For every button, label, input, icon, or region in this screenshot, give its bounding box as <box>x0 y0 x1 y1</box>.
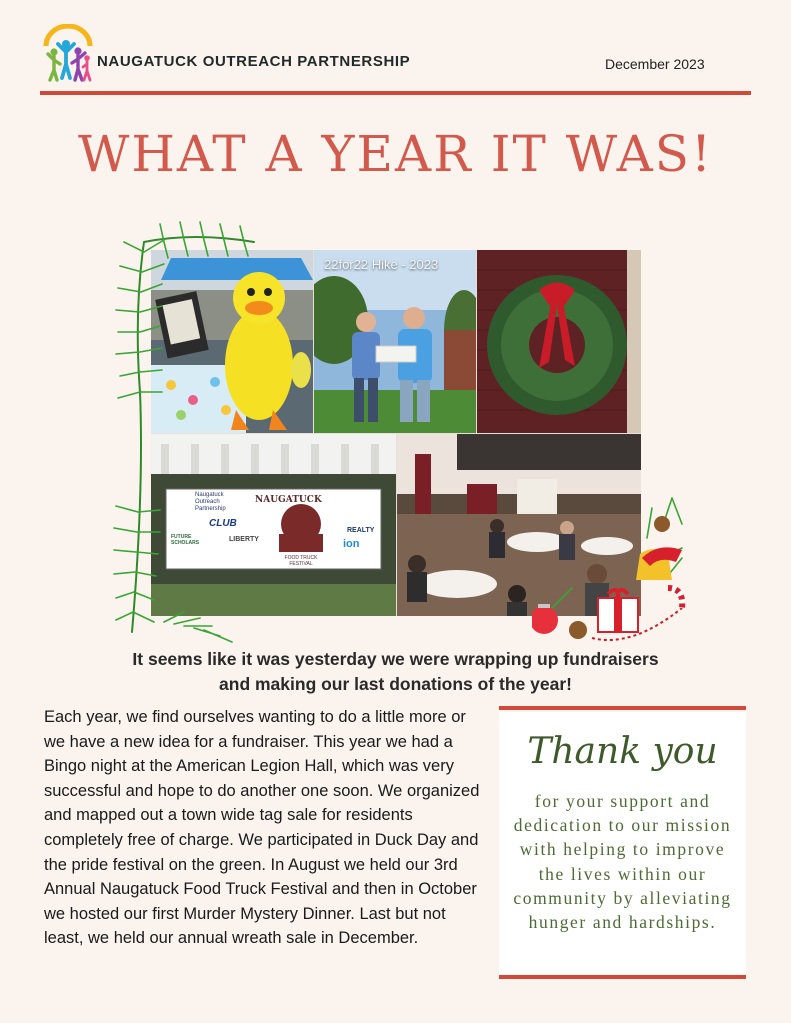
banner-org-text: Naugatuck Outreach Partnership <box>195 492 226 512</box>
thank-you-bottom-rule <box>499 975 746 979</box>
thank-you-heading: Thank you <box>527 731 718 772</box>
hike-photo-caption: 22for22 Hike - 2023 <box>324 257 439 272</box>
header-divider <box>40 91 751 95</box>
intro-statement: It seems like it was yesterday we were wrapping up fundraisers and making our last donations of the year! <box>132 649 659 694</box>
hike-check-photo <box>314 250 476 433</box>
community-people-logo-icon <box>42 24 94 82</box>
christmas-ornaments-decoration <box>532 488 696 648</box>
thank-you-top-rule <box>499 706 746 710</box>
year-summary-paragraph: Each year, we find ourselves wanting to do a little more or we have a new idea for a fundraiser. This year we had a Bingo night at the American Legion Hall, which was very successful and hope to do another one soon. We organized and mapped out a town wide tag sale for residents completely free of charge. We participated in Duck Day and the pride festival on the green. In August we held our 3rd Annual Naugatuck Food Truck Festival and then in October we hosted our first Murder Mystery Dinner. Last but not least, we held our annual wreath sale in December. <box>44 708 480 948</box>
banner-club-text: CLUB <box>209 518 237 529</box>
organization-name: NAUGATUCK OUTREACH PARTNERSHIP <box>97 53 411 70</box>
pine-garland-left-decoration <box>104 212 264 652</box>
banner-future-text: FUTURE SCHOLARS <box>171 534 200 546</box>
issue-date: December 2023 <box>605 56 705 72</box>
banner-realty-text: REALTY <box>347 527 375 534</box>
banner-festival-text: FOOD TRUCK FESTIVAL <box>284 555 318 567</box>
banner-title-text: NAUGATUCK <box>255 495 322 505</box>
banner-ion-text: ion <box>343 538 360 550</box>
page-headline: WHAT A YEAR IT WAS! <box>77 125 714 183</box>
thank-you-message: for your support and dedication to our mission with helping to improve the lives within our community by alleviating hunger and hardships. <box>513 791 732 933</box>
banner-liberty-text: LIBERTY <box>229 536 259 543</box>
wreath-photo <box>477 250 641 433</box>
